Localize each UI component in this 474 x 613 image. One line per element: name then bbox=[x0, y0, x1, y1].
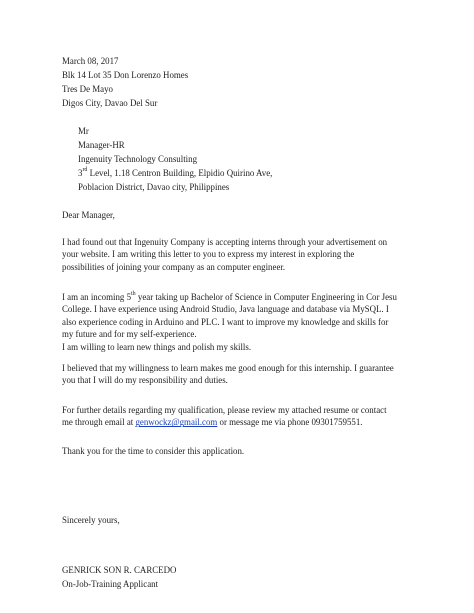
paragraph-line: For further details regarding my qualification, please review my attached resume or contact bbox=[62, 405, 387, 415]
email-link[interactable]: genwockz@gmail.com bbox=[135, 417, 218, 428]
text-run: or message me via phone 09301759551. bbox=[217, 417, 363, 428]
paragraph-line: I am willing to learn new things and polish my skills. bbox=[62, 341, 252, 352]
paragraph-line: College. I have experience using Android Studio, Java language and database via MySQL. I bbox=[62, 304, 389, 315]
signer-title: On-Job-Training Applicant bbox=[62, 579, 159, 589]
recipient-address-line-2: Poblacion District, Davao city, Philippines bbox=[78, 182, 230, 192]
paragraph-education bbox=[62, 291, 442, 353]
recipient-company: Ingenuity Technology Consulting bbox=[78, 154, 198, 164]
recipient-position: Manager-HR bbox=[78, 140, 125, 150]
sender-address-line-1: Blk 14 Lot 35 Don Lorenzo Homes bbox=[62, 70, 189, 80]
letter-date: March 08, 2017 bbox=[62, 56, 119, 66]
paragraph-line bbox=[62, 416, 442, 428]
floor-ordinal-suffix: rd bbox=[82, 167, 88, 174]
recipient-address-rest: Level, 1.18 Centron Building, Elpidio Quirino Ave, bbox=[87, 168, 273, 178]
recipient-address-line-1 bbox=[78, 168, 272, 179]
floor-number: 3 bbox=[78, 168, 83, 178]
paragraph-line: my future and for my self-experience. bbox=[62, 329, 197, 340]
year-ordinal-suffix: th bbox=[131, 291, 136, 298]
paragraph-commitment bbox=[62, 362, 442, 387]
recipient-title: Mr bbox=[78, 126, 89, 136]
paragraph-line: possibilities of joining your company as an computer engineer. bbox=[62, 261, 286, 272]
text-run: year taking up Bachelor of Science in Computer Engineering in Cor Jesu bbox=[135, 292, 397, 302]
paragraph-line bbox=[62, 291, 442, 303]
paragraph-line: you that I will do my responsibility and duties. bbox=[62, 375, 228, 386]
text-run: me through email at bbox=[62, 417, 136, 428]
sign-off: Sincerely yours, bbox=[62, 515, 120, 525]
paragraph-line: also experience coding in Arduino and PLC. I want to improve my knowledge and skills for bbox=[62, 316, 389, 327]
closing-thanks: Thank you for the time to consider this application. bbox=[62, 446, 245, 456]
paragraph-line: I had found out that Ingenuity Company is accepting interns through your advertisement on bbox=[62, 237, 388, 247]
paragraph-line: I believed that my willingness to learn makes me good enough for this internship. I guarantee bbox=[62, 363, 394, 373]
paragraph-line: your website. I am writing this letter to you to express my interest in exploring the bbox=[62, 249, 355, 260]
paragraph-contact bbox=[62, 404, 442, 429]
paragraph-interest bbox=[62, 236, 442, 273]
text-run: I am an incoming 5 bbox=[62, 292, 132, 302]
greeting: Dear Manager, bbox=[62, 210, 115, 220]
sender-address-line-2: Tres De Mayo bbox=[62, 84, 113, 94]
signer-name: GENRICK SON R. CARCEDO bbox=[62, 565, 177, 575]
sender-address-line-3: Digos City, Davao Del Sur bbox=[62, 98, 158, 108]
